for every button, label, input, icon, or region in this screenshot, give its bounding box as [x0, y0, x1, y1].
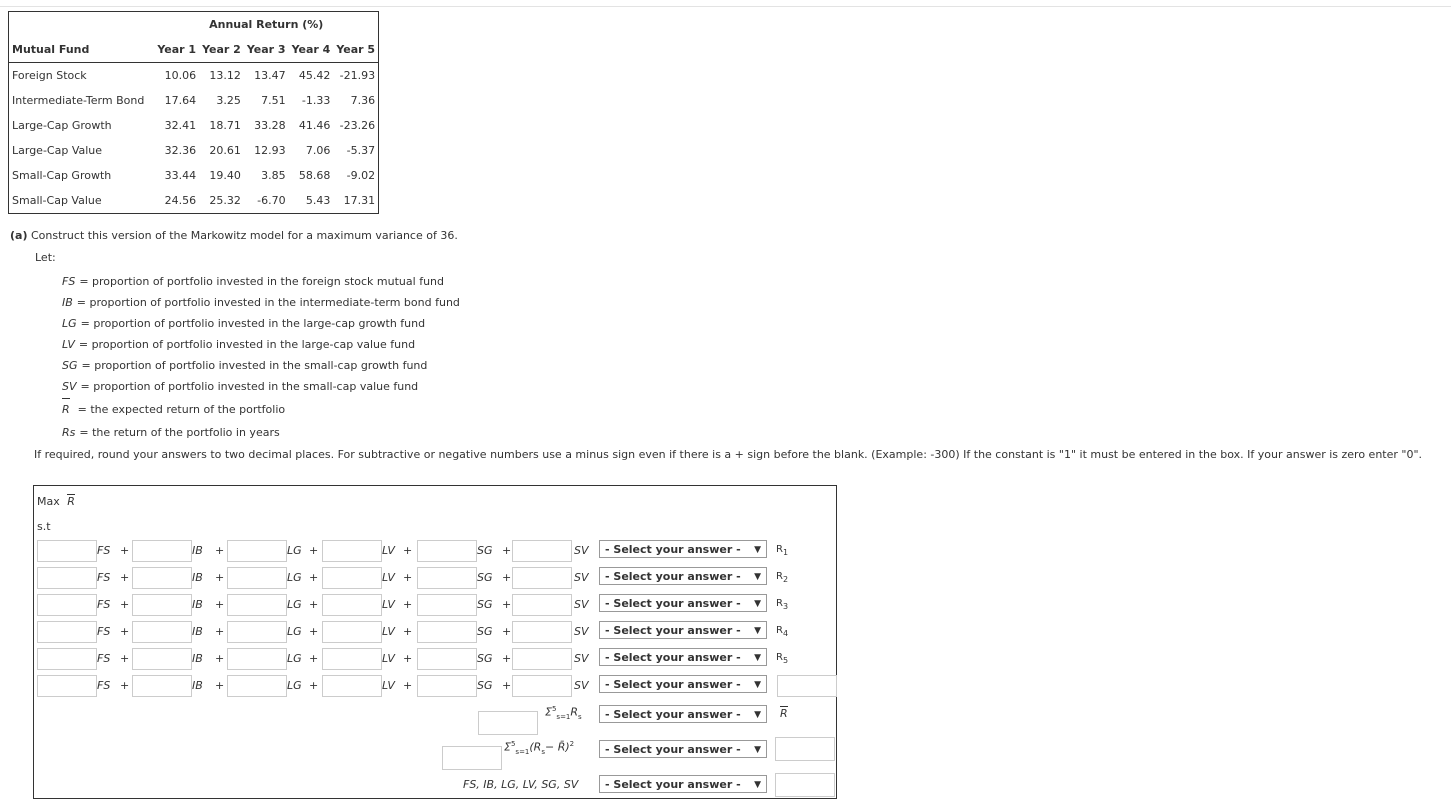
relation-select[interactable]: [599, 621, 767, 639]
row-label: [776, 625, 788, 638]
let-label: Let:: [35, 251, 56, 264]
plus-sign: +: [120, 598, 130, 611]
nonneg-rhs-input[interactable]: [775, 773, 835, 797]
plus-sign: +: [215, 679, 225, 692]
definition-text: = proportion of portfolio invested in the intermediate-term bond fund: [76, 296, 460, 309]
sum-relation-select[interactable]: [599, 705, 767, 723]
var-label: SG: [477, 571, 493, 584]
row-label-sub: 3: [782, 602, 789, 611]
plus-sign: +: [120, 625, 130, 638]
plus-sign: +: [120, 544, 130, 557]
table-row: [9, 63, 379, 89]
return-cell: 10.06: [164, 69, 197, 82]
row-label-sub: 1: [782, 548, 789, 557]
var-label: SV: [574, 571, 589, 584]
col-header-year1: Year 1: [154, 37, 199, 63]
annual-return-table: [8, 11, 379, 214]
coefficient-input-ib[interactable]: [132, 594, 192, 616]
select-text: - Select your answer -: [605, 543, 741, 556]
return-cell: -1.33: [301, 94, 331, 107]
select-text: - Select your answer -: [605, 778, 741, 791]
return-cell: -9.02: [346, 169, 376, 182]
return-cell: -23.26: [339, 119, 376, 132]
plus-sign: +: [215, 652, 225, 665]
coefficient-input-sv[interactable]: [512, 540, 572, 562]
plus-sign: +: [403, 679, 413, 692]
var-label: LV: [382, 679, 395, 692]
definition-item: [62, 397, 460, 422]
coefficient-input-fs[interactable]: [37, 594, 97, 616]
definition-text: = proportion of portfolio invested in the large-cap growth fund: [80, 317, 426, 330]
coefficient-input-sg[interactable]: [417, 540, 477, 562]
chevron-down-icon: ▼: [754, 599, 761, 609]
plus-sign: +: [403, 544, 413, 557]
sum-coef-input[interactable]: [478, 711, 538, 735]
plus-sign: +: [309, 625, 319, 638]
col-header-year3: Year 3: [244, 37, 289, 63]
row-label: [776, 598, 788, 611]
coefficient-input-ib[interactable]: [132, 621, 192, 643]
var-label: IB: [192, 625, 203, 638]
var-coef-input[interactable]: [442, 746, 502, 770]
plus-sign: +: [309, 652, 319, 665]
var-label: FS: [97, 679, 111, 692]
var-label: FS: [97, 544, 111, 557]
row-label-sub: 4: [782, 629, 789, 638]
coefficient-input-sv[interactable]: [512, 621, 572, 643]
chevron-down-icon: ▼: [754, 626, 761, 636]
plus-sign: +: [309, 544, 319, 557]
var-label: SV: [574, 625, 589, 638]
row-label-sub: 5: [782, 656, 789, 665]
table-row: [9, 88, 379, 113]
return-cell: 3.25: [216, 94, 241, 107]
chevron-down-icon: ▼: [754, 745, 761, 755]
var-label: IB: [192, 598, 203, 611]
plus-sign: +: [502, 598, 512, 611]
select-text: - Select your answer -: [605, 678, 741, 691]
coefficient-input-fs[interactable]: [37, 648, 97, 670]
definitions-list: [62, 271, 460, 443]
relation-select[interactable]: [599, 648, 767, 666]
select-text: - Select your answer -: [605, 570, 741, 583]
coefficient-input-lv[interactable]: [322, 567, 382, 589]
coefficient-input-ib[interactable]: [132, 648, 192, 670]
definition-item: [62, 355, 460, 376]
coefficient-input-lg[interactable]: [227, 567, 287, 589]
coefficient-input-lg[interactable]: [227, 594, 287, 616]
row-label-var: R: [776, 652, 783, 663]
return-cell: 13.12: [209, 69, 241, 82]
col-header-year5: Year 5: [333, 37, 378, 63]
return-cell: 45.42: [298, 69, 331, 82]
plus-sign: +: [309, 598, 319, 611]
row-label: [776, 652, 788, 665]
return-cell: 7.36: [350, 94, 376, 107]
rhs-input[interactable]: [777, 675, 837, 697]
relation-select[interactable]: [599, 594, 767, 612]
chevron-down-icon: ▼: [754, 710, 761, 720]
var-label: LG: [287, 571, 302, 584]
return-cell: -6.70: [257, 194, 286, 207]
definition-var: R: [62, 399, 70, 420]
row-label-var: R: [776, 598, 783, 609]
coefficient-input-lv[interactable]: [322, 540, 382, 562]
objective: [37, 495, 75, 508]
return-cell: 32.36: [164, 144, 197, 157]
plus-sign: +: [403, 598, 413, 611]
coefficient-input-sg[interactable]: [417, 594, 477, 616]
nonneg-vars: FS, IB, LG, LV, SG, SV: [463, 778, 579, 791]
var-label: LG: [287, 679, 302, 692]
plus-sign: +: [215, 571, 225, 584]
fund-name: Small-Cap Growth: [12, 169, 112, 182]
coefficient-input-lg[interactable]: [227, 540, 287, 562]
coefficient-input-ib[interactable]: [132, 675, 192, 697]
var-label: SV: [574, 652, 589, 665]
fund-name: Small-Cap Value: [12, 194, 102, 207]
variance-relation-select[interactable]: [599, 740, 767, 758]
plus-sign: +: [120, 652, 130, 665]
return-cell: 12.93: [254, 144, 286, 157]
return-cell: 7.51: [261, 94, 286, 107]
var-label: SG: [477, 679, 493, 692]
definition-text: = the return of the portfolio in years: [79, 426, 280, 439]
var-label: SV: [574, 598, 589, 611]
table-row: [9, 163, 379, 188]
plus-sign: +: [502, 679, 512, 692]
definition-var: LV: [62, 338, 75, 351]
var-label: LV: [382, 571, 395, 584]
coefficient-input-fs[interactable]: [37, 567, 97, 589]
plus-sign: +: [403, 571, 413, 584]
coefficient-input-ib[interactable]: [132, 567, 192, 589]
st-label: s.t: [37, 520, 51, 533]
return-cell: 25.32: [209, 194, 241, 207]
fund-name: Foreign Stock: [12, 69, 87, 82]
coefficient-input-sg[interactable]: [417, 675, 477, 697]
coefficient-input-sv[interactable]: [512, 567, 572, 589]
instructions-text: If required, round your answers to two decimal places. For subtractive or negative numbers use a minus sign even if there is a + sign before the blank. (Example: -300) If the constant is "1" it must be entered in the box. If your answer is zero enter "0".: [34, 448, 1423, 461]
variance-expr: $\Sigma^5_{s=1}(R_s-$ R̄)$^2$: [504, 740, 575, 756]
return-cell: 17.31: [343, 194, 376, 207]
plus-sign: +: [309, 571, 319, 584]
plus-sign: +: [309, 679, 319, 692]
return-cell: 7.06: [305, 144, 331, 157]
select-text: - Select your answer -: [605, 743, 741, 756]
col-header-fund: Mutual Fund: [9, 37, 155, 63]
coefficient-input-lv[interactable]: [322, 621, 382, 643]
definition-text: = proportion of portfolio invested in the large-cap value fund: [78, 338, 416, 351]
coefficient-input-sv[interactable]: [512, 648, 572, 670]
plus-sign: +: [502, 571, 512, 584]
var-label: LV: [382, 544, 395, 557]
definition-var: Rs: [62, 426, 76, 439]
model-box: [33, 485, 837, 799]
row-label-sub: 2: [782, 575, 789, 584]
chevron-down-icon: ▼: [754, 572, 761, 582]
coefficient-input-sg[interactable]: [417, 567, 477, 589]
var-label: IB: [192, 679, 203, 692]
var-label: FS: [97, 598, 111, 611]
var-label: LG: [287, 598, 302, 611]
plus-sign: +: [120, 571, 130, 584]
var-label: IB: [192, 544, 203, 557]
var-label: IB: [192, 571, 203, 584]
definition-var: SG: [62, 359, 78, 372]
row-label-var: R: [776, 625, 783, 636]
sum-returns-expr: $\Sigma^5_{s=1}R_s$: [545, 705, 582, 721]
definition-item: [62, 292, 460, 313]
definition-var: SV: [62, 380, 77, 393]
plus-sign: +: [215, 625, 225, 638]
chevron-down-icon: ▼: [754, 545, 761, 555]
coefficient-input-sv[interactable]: [512, 594, 572, 616]
var-label: LV: [382, 652, 395, 665]
definition-var: LG: [62, 317, 77, 330]
plus-sign: +: [502, 625, 512, 638]
definition-item: [62, 271, 460, 292]
coefficient-input-lv[interactable]: [322, 675, 382, 697]
objective-var: R: [67, 495, 75, 508]
return-cell: 24.56: [164, 194, 197, 207]
question-text: [10, 229, 458, 242]
definition-item: [62, 422, 460, 443]
return-cell: 5.43: [305, 194, 331, 207]
chevron-down-icon: ▼: [754, 780, 761, 790]
select-text: - Select your answer -: [605, 624, 741, 637]
select-text: - Select your answer -: [605, 597, 741, 610]
return-cell: 33.44: [164, 169, 197, 182]
var-label: LV: [382, 625, 395, 638]
var-label: SG: [477, 544, 493, 557]
plus-sign: +: [502, 544, 512, 557]
definition-text: = proportion of portfolio invested in the small-cap value fund: [80, 380, 419, 393]
var-label: FS: [97, 625, 111, 638]
table-row: [9, 113, 379, 138]
coefficient-input-lg[interactable]: [227, 675, 287, 697]
return-cell: 18.71: [209, 119, 241, 132]
return-cell: 19.40: [209, 169, 241, 182]
return-cell: 33.28: [254, 119, 286, 132]
row-label: [776, 571, 788, 584]
coefficient-input-ib[interactable]: [132, 540, 192, 562]
col-header-year4: Year 4: [289, 37, 334, 63]
coefficient-input-fs[interactable]: [37, 540, 97, 562]
return-cell: 41.46: [298, 119, 331, 132]
return-cell: 13.47: [254, 69, 286, 82]
plus-sign: +: [403, 652, 413, 665]
sum-rhs-var: R: [780, 707, 788, 720]
coefficient-input-fs[interactable]: [37, 621, 97, 643]
var-label: LG: [287, 625, 302, 638]
relation-select[interactable]: [599, 540, 767, 558]
coefficient-input-sg[interactable]: [417, 621, 477, 643]
var-label: LG: [287, 652, 302, 665]
definition-var: FS: [62, 275, 76, 288]
return-cell: 20.61: [209, 144, 241, 157]
plus-sign: +: [215, 598, 225, 611]
coefficient-input-sv[interactable]: [512, 675, 572, 697]
question-part: (a): [10, 229, 28, 242]
var-label: IB: [192, 652, 203, 665]
fund-name: Large-Cap Growth: [12, 119, 112, 132]
var-label: SV: [574, 544, 589, 557]
table-row: [9, 188, 379, 214]
chevron-down-icon: ▼: [754, 680, 761, 690]
fund-name: Large-Cap Value: [12, 144, 103, 157]
plus-sign: +: [502, 652, 512, 665]
coefficient-input-lv[interactable]: [322, 594, 382, 616]
table-row: [9, 138, 379, 163]
row-label: [776, 544, 788, 557]
plus-sign: +: [403, 625, 413, 638]
coefficient-input-lv[interactable]: [322, 648, 382, 670]
select-text: - Select your answer -: [605, 708, 741, 721]
coefficient-input-sg[interactable]: [417, 648, 477, 670]
definition-item: [62, 334, 460, 355]
variance-rhs-input[interactable]: [775, 737, 835, 761]
question-body: Construct this version of the Markowitz model for a maximum variance of 36.: [30, 229, 458, 242]
row-label-var: R: [776, 571, 783, 582]
definition-var: IB: [62, 296, 73, 309]
var-label: SG: [477, 598, 493, 611]
max-label: Max: [37, 495, 60, 508]
definition-item: [62, 376, 460, 397]
return-cell: 32.41: [164, 119, 197, 132]
return-cell: 3.85: [261, 169, 286, 182]
chevron-down-icon: ▼: [754, 653, 761, 663]
relation-select[interactable]: [599, 675, 767, 693]
var-label: LG: [287, 544, 302, 557]
fund-name: Intermediate-Term Bond: [12, 94, 145, 107]
definition-item: [62, 313, 460, 334]
return-cell: -5.37: [346, 144, 376, 157]
return-cell: 58.68: [298, 169, 331, 182]
var-label: SV: [574, 679, 589, 692]
nonneg-relation-select[interactable]: [599, 775, 767, 793]
plus-sign: +: [215, 544, 225, 557]
group-header: Annual Return (%): [209, 18, 324, 31]
col-header-year2: Year 2: [199, 37, 244, 63]
definition-text: = proportion of portfolio invested in the small-cap growth fund: [81, 359, 428, 372]
var-label: FS: [97, 652, 111, 665]
select-text: - Select your answer -: [605, 651, 741, 664]
definition-text: = proportion of portfolio invested in the foreign stock mutual fund: [79, 275, 444, 288]
top-border: [0, 0, 1451, 7]
coefficient-input-lg[interactable]: [227, 621, 287, 643]
var-label: LV: [382, 598, 395, 611]
definition-text: = the expected return of the portfolio: [77, 403, 286, 416]
plus-sign: +: [120, 679, 130, 692]
row-label-var: R: [776, 544, 783, 555]
coefficient-input-lg[interactable]: [227, 648, 287, 670]
relation-select[interactable]: [599, 567, 767, 585]
return-cell: -21.93: [339, 69, 376, 82]
coefficient-input-fs[interactable]: [37, 675, 97, 697]
var-label: FS: [97, 571, 111, 584]
return-cell: 17.64: [164, 94, 197, 107]
var-label: SG: [477, 652, 493, 665]
var-label: SG: [477, 625, 493, 638]
